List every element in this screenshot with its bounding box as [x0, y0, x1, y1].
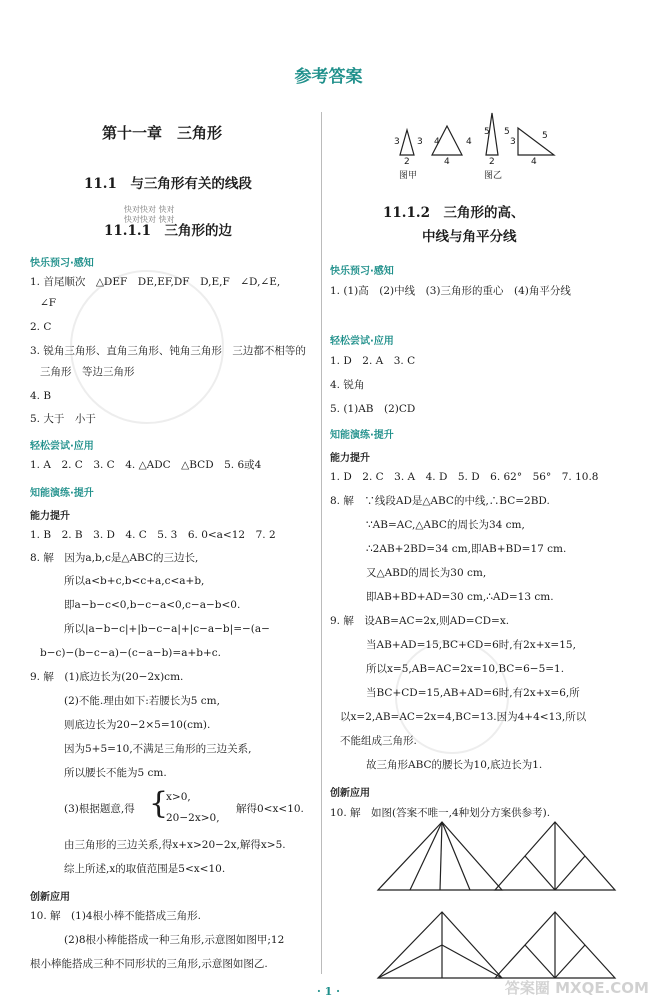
- answer-line: (3)根据题意,得: [64, 803, 135, 815]
- tri-label: 4: [434, 137, 440, 147]
- column-divider: [321, 112, 322, 974]
- sub-creative: 创新应用: [330, 788, 370, 799]
- tag-preview: 快乐预习·感知: [330, 266, 394, 277]
- answer-line: 10. 解 如图(答案不唯一,4种划分方案供参考).: [330, 807, 551, 819]
- section-11-1-2-title: 中线与角平分线: [422, 229, 517, 245]
- answer-line: 故三角形ABC的腰长为10,底边长为1.: [366, 759, 543, 771]
- answer-line: (2)8根小棒能搭成一种三角形,示意图如图甲;12: [64, 934, 285, 946]
- tag-try: 轻松尝试·应用: [30, 441, 94, 452]
- answer-line: 不能组成三角形.: [340, 735, 417, 747]
- answer-line: 2. C: [30, 321, 52, 333]
- answer-line: 3. 锐角三角形、直角三角形、钝角三角形 三边都不相等的: [30, 345, 306, 357]
- answer-line: 又△ABD的周长为30 cm,: [366, 567, 487, 579]
- answer-line: 因为5+5=10,不满足三角形的三边关系,: [64, 743, 252, 755]
- answer-line: 所以x=5,AB=AC=2x=10,BC=6−5=1.: [366, 663, 565, 675]
- answer-line: 5. (1)AB (2)CD: [330, 403, 416, 415]
- answer-line: 即AB+BD+AD=30 cm,∴AD=13 cm.: [366, 591, 554, 603]
- answer-line: 根小棒能搭成三种不同形状的三角形,示意图如图乙.: [30, 958, 268, 970]
- answer-line: 1. 首尾顺次 △DEF DE,EF,DF D,E,F ∠D,∠E,: [30, 276, 281, 288]
- tag-preview: 快乐预习·感知: [30, 258, 94, 269]
- tri-label: 3: [510, 137, 516, 147]
- tri-label: 5: [542, 131, 548, 141]
- answer-line: 9. 解 设AB=AC=2x,则AD=CD=x.: [330, 615, 510, 627]
- answer-line: 所以|a−b−c|+|b−c−a|+|c−a−b|=−(a−: [64, 623, 270, 635]
- answer-line: 10. 解 (1)4根小棒不能搭成三角形.: [30, 910, 201, 922]
- tri-label: 3: [394, 137, 400, 147]
- answer-line: 解得0<x<10.: [236, 803, 304, 815]
- brace: {: [149, 786, 169, 821]
- sub-ability: 能力提升: [330, 453, 370, 464]
- answer-line: 1. B 2. B 3. D 4. C 5. 3 6. 0<a<12 7. 2: [30, 529, 276, 541]
- answer-line: 4. 锐角: [330, 379, 365, 391]
- sub-creative: 创新应用: [30, 892, 70, 903]
- tri-label: 3: [417, 137, 423, 147]
- section-11-1-1-title: 11.1.1 三角形的边: [104, 223, 232, 239]
- answer-line: 1. D 2. A 3. C: [330, 355, 416, 367]
- tag-try: 轻松尝试·应用: [330, 336, 394, 347]
- answer-line: x>0,: [166, 791, 191, 803]
- watermark-logo: 答案圈 MXQE.COM: [504, 979, 649, 997]
- page-title: 参考答案: [294, 67, 363, 87]
- tri-label: 2: [404, 157, 410, 167]
- answer-line: 1. D 2. C 3. A 4. D 5. D 6. 62° 56° 7. 10.8: [330, 471, 599, 483]
- answer-line: 三角形 等边三角形: [40, 366, 135, 378]
- chapter-title: 第十一章 三角形: [102, 124, 223, 142]
- answer-line: 20−2x>0,: [166, 812, 220, 824]
- tag-drill: 知能演练·提升: [30, 488, 94, 499]
- answer-line: 以x=2,AB=AC=2x=4,BC=13.因为4+4<13,所以: [340, 711, 587, 723]
- answer-line: 1. A 2. C 3. C 4. △ADC △BCD 5. 6或4: [30, 459, 262, 471]
- stamp-text: 快对快对 快对: [124, 205, 175, 214]
- tri-label: 2: [489, 157, 495, 167]
- answer-line: 5. 大于 小于: [30, 413, 96, 425]
- tri-label: 5: [504, 127, 510, 137]
- answer-line: 1. (1)高 (2)中线 (3)三角形的重心 (4)角平分线: [330, 285, 571, 297]
- section-11-1-title: 11.1 与三角形有关的线段: [84, 176, 252, 192]
- tri-label: 4: [444, 157, 450, 167]
- answer-line: b−c)−(b−c−a)−(c−a−b)=a+b+c.: [40, 647, 221, 659]
- answer-line: ∴2AB+2BD=34 cm,即AB+BD=17 cm.: [366, 543, 567, 555]
- answer-line: 即a−b−c<0,b−c−a<0,c−a−b<0.: [64, 599, 241, 611]
- partition-figures: [370, 820, 620, 982]
- triangle-3-3-2: [400, 130, 414, 155]
- tri-label: 5: [484, 127, 490, 137]
- answer-line: 9. 解 (1)底边长为(20−2x)cm.: [30, 671, 184, 683]
- section-11-1-2-title: 11.1.2 三角形的高、: [383, 205, 525, 221]
- answer-line: 所以腰长不能为5 cm.: [64, 767, 167, 779]
- page-number: · 1 ·: [317, 985, 340, 998]
- stamp-text: 快对快对 快对: [124, 215, 175, 224]
- answer-line: 则底边长为20−2×5=10(cm).: [64, 719, 211, 731]
- answer-line: 4. B: [30, 390, 52, 402]
- tri-label: 4: [466, 137, 472, 147]
- answer-line: 8. 解 因为a,b,c是△ABC的三边长,: [30, 552, 199, 564]
- tri-label: 4: [531, 157, 537, 167]
- answer-line: 当BC+CD=15,AB+AD=6时,有2x+x=6,所: [366, 687, 580, 699]
- answer-line: (2)不能.理由如下:若腰长为5 cm,: [64, 695, 220, 707]
- answer-line: 由三角形的三边关系,得x+x>20−2x,解得x>5.: [64, 839, 286, 851]
- triangle-3-4-5: [518, 128, 554, 155]
- figure-caption: 图乙: [484, 171, 503, 181]
- answer-line: ∠F: [40, 297, 57, 309]
- answer-line: 综上所述,x的取值范围是5<x<10.: [64, 863, 226, 875]
- sub-ability: 能力提升: [30, 511, 70, 522]
- figure-caption: 图甲: [399, 171, 418, 181]
- answer-line: 当AB+AD=15,BC+CD=6时,有2x+x=15,: [366, 639, 576, 651]
- tag-drill: 知能演练·提升: [330, 430, 394, 441]
- answer-line: 8. 解 ∵线段AD是△ABC的中线,∴BC=2BD.: [330, 495, 550, 507]
- answer-line: ∵AB=AC,△ABC的周长为34 cm,: [366, 519, 525, 531]
- answer-line: 所以a<b+c,b<c+a,c<a+b,: [64, 575, 205, 587]
